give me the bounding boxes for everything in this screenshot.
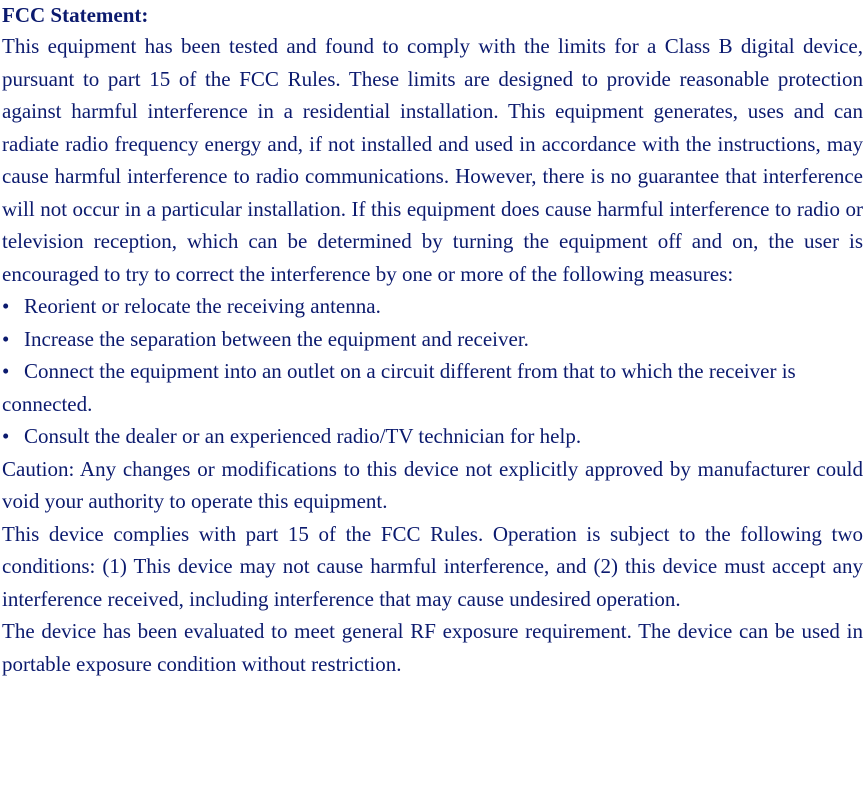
list-item-text: Increase the separation between the equipment and receiver. [24,326,529,351]
list-item [2,290,863,323]
page-title: FCC Statement: [2,3,149,27]
bullet-icon: • [2,326,10,351]
caution-paragraph: Caution: Any changes or modifications to this device not explicitly approved by manufacturer could void your authority to operate this equipment. [2,456,863,513]
bullet-icon: • [2,294,10,318]
list-item [2,323,863,356]
compliance-limits-paragraph: This equipment has been tested and found to comply with the limits for a Class B digital device, pursuant to part 15 of the FCC Rules. These limits are designed to provide reasonable protection against harmful interference in a residential installation. This equipment generates, uses and can radiate radio frequency energy and, if not installed and used in accordance with the instructions, may cause harmful interference to radio communications. However, there is no guarantee that interference will not occur in a particular installation. If this equipment does cause harmful interference to radio or television reception, which can be determined by turning the equipment off and on, the user is encouraged to try to correct the interference by one or more of the following measures: [2,34,863,286]
list-item-text: Connect the equipment into an outlet on a circuit different from that to which the receiver is connected. [2,359,796,416]
bullet-icon: • [2,424,10,448]
rf-exposure-paragraph: The device has been evaluated to meet general RF exposure requirement. The device can be used in portable exposure condition without restriction. [2,619,863,676]
list-item [2,420,863,453]
part15-compliance-paragraph: This device complies with part 15 of the FCC Rules. Operation is subject to the following two conditions: (1) This device may not cause harmful interference, and (2) this device must accept any interference received, including interference that may cause undesired operation. [2,521,863,611]
list-item-text: Reorient or relocate the receiving antenna. [24,294,381,318]
bullet-icon: • [2,359,10,383]
list-item-text: Consult the dealer or an experienced radio/TV technician for help. [24,424,582,448]
list-item [2,355,863,420]
